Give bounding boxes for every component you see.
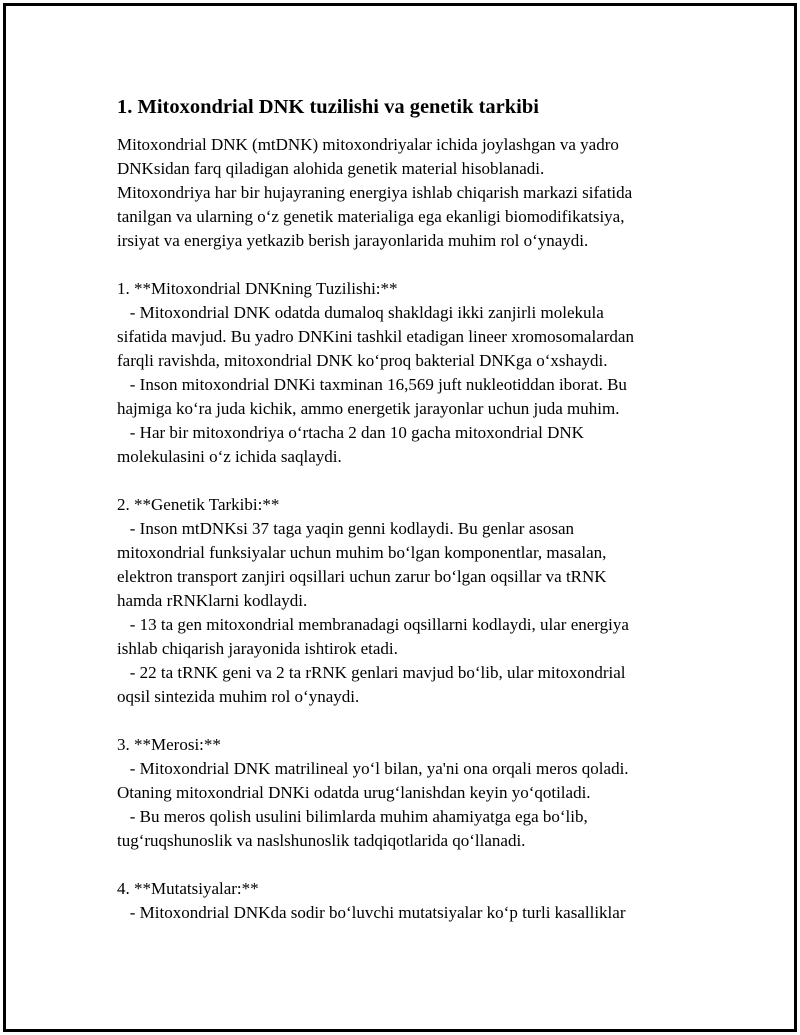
text-line: - 22 ta tRNK geni va 2 ta rRNK genlari mavjud bo‘lib, ular mitoxondrial xyxy=(117,663,626,682)
text-line: Mitoxondrial DNK (mtDNK) mitoxondriyalar ichida joylashgan va yadro xyxy=(117,135,619,154)
text-line: Mitoxondriya har bir hujayraning energiya ishlab chiqarish markazi sifatida xyxy=(117,183,633,202)
text-line: - Inson mtDNKsi 37 taga yaqin genni kodlaydi. Bu genlar asosan xyxy=(117,519,575,538)
list-heading: 2. **Genetik Tarkibi:** xyxy=(117,495,280,514)
text-line: - Mitoxondrial DNK odatda dumaloq shakldagi ikki zanjirli molekula xyxy=(117,303,604,322)
section-genetic-content xyxy=(117,493,677,709)
text-line: ishlab chiqarish jarayonida ishtirok etadi. xyxy=(117,639,398,658)
text-line: Otaning mitoxondrial DNKi odatda urug‘lanishdan keyin yo‘qotiladi. xyxy=(117,783,591,802)
section-mutations xyxy=(117,877,677,925)
text-line: - 13 ta gen mitoxondrial membranadagi oqsillarni kodlaydi, ular energiya xyxy=(117,615,629,634)
text-line: - Har bir mitoxondriya o‘rtacha 2 dan 10 gacha mitoxondrial DNK xyxy=(117,423,584,442)
section-inheritance xyxy=(117,733,677,853)
document-body xyxy=(117,94,677,925)
text-line: tanilgan va ularning o‘z genetik materialiga ega ekanligi biomodifikatsiya, xyxy=(117,207,625,226)
text-line: tug‘ruqshunoslik va naslshunoslik tadqiqotlarida qo‘llanadi. xyxy=(117,831,526,850)
text-line: - Mitoxondrial DNKda sodir bo‘luvchi mutatsiyalar ko‘p turli kasalliklar xyxy=(117,903,626,922)
text-line: farqli ravishda, mitoxondrial DNK ko‘proq bakterial DNKga o‘xshaydi. xyxy=(117,351,608,370)
text-line: sifatida mavjud. Bu yadro DNKini tashkil etadigan lineer xromosomalardan xyxy=(117,327,634,346)
text-line: - Bu meros qolish usulini bilimlarda muhim ahamiyatga ega bo‘lib, xyxy=(117,807,588,826)
section-heading: 1. Mitoxondrial DNK tuzilishi va genetik tarkibi xyxy=(117,96,539,118)
text-line: irsiyat va energiya yetkazib berish jarayonlarida muhim rol o‘ynaydi. xyxy=(117,231,589,250)
text-line: - Inson mitoxondrial DNKi taxminan 16,569 juft nukleotiddan iborat. Bu xyxy=(117,375,627,394)
section-structure xyxy=(117,277,677,469)
text-line: elektron transport zanjiri oqsillari uchun zarur bo‘lgan oqsillar va tRNK xyxy=(117,567,607,586)
list-heading: 3. **Merosi:** xyxy=(117,735,221,754)
list-heading: 4. **Mutatsiyalar:** xyxy=(117,879,259,898)
list-heading: 1. **Mitoxondrial DNKning Tuzilishi:** xyxy=(117,279,398,298)
text-line: DNKsidan farq qiladigan alohida genetik material hisoblanadi. xyxy=(117,159,545,178)
text-line: hajmiga ko‘ra juda kichik, ammo energetik jarayonlar uchun juda muhim. xyxy=(117,399,620,418)
intro-paragraph xyxy=(117,133,677,253)
text-line: molekulasini o‘z ichida saqlaydi. xyxy=(117,447,342,466)
text-line: oqsil sintezida muhim rol o‘ynaydi. xyxy=(117,687,360,706)
text-line: mitoxondrial funksiyalar uchun muhim bo‘lgan komponentlar, masalan, xyxy=(117,543,607,562)
text-line: hamda rRNKlarni kodlaydi. xyxy=(117,591,308,610)
text-line: - Mitoxondrial DNK matrilineal yo‘l bilan, ya'ni ona orqali meros qoladi. xyxy=(117,759,629,778)
